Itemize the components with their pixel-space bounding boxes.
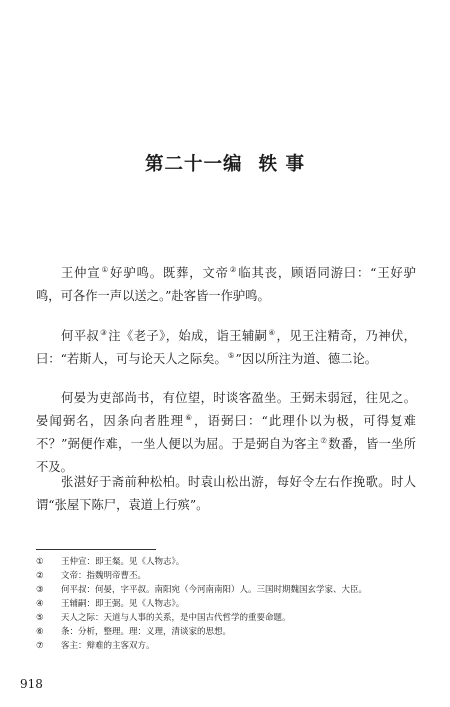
text: 数番，皆一坐所不及。	[36, 437, 416, 474]
footnote	[36, 583, 426, 597]
footnote-number: ④	[36, 599, 44, 609]
footnote-divider	[36, 549, 156, 550]
footnote	[36, 555, 426, 569]
footnote-text: 王仲宣：即王粲。见《人物志》。	[61, 557, 185, 567]
footnote-marker: ④	[268, 328, 276, 337]
footnote-marker: ⑦	[320, 436, 328, 445]
footnote-text: 客主：辩难的主客双方。	[61, 641, 155, 651]
footnote	[36, 611, 426, 625]
footnote-marker: ①	[101, 265, 110, 274]
footnote-marker: ⑥	[185, 413, 194, 422]
chapter-name: 轶 事	[258, 154, 305, 175]
footnote	[36, 625, 426, 639]
footnote-text: 天人之际：天道与人事的关系，是中国古代哲学的重要命题。	[61, 613, 291, 623]
text: 好驴鸣。既葬，文帝	[110, 266, 229, 280]
footnote-list	[36, 555, 426, 653]
text: 注《老子》，始成，诣王辅嗣	[108, 329, 268, 343]
footnote-number: ③	[36, 585, 44, 595]
footnote-marker: ②	[229, 265, 238, 274]
footnote	[36, 597, 426, 611]
text: 临其丧，顾语同游曰：“王好驴鸣，可各作一声以送之。”赴客皆一作驴鸣。	[36, 266, 416, 303]
text: ，语弼曰：“此理仆以为极，可得复难不？”弼便作难，一坐人便以为屈。于是弼自为客主	[36, 414, 416, 451]
paragraph-3	[36, 387, 416, 479]
paragraph-4	[36, 471, 416, 517]
page-number: 918	[20, 677, 43, 691]
footnote-marker: ⑤	[227, 351, 235, 360]
footnote-text: 王辅嗣：即王弼。见《人物志》。	[61, 599, 185, 609]
text: 王仲宣	[61, 266, 101, 280]
footnote-number: ⑤	[36, 613, 44, 623]
footnote	[36, 569, 426, 583]
text: 张湛好于斋前种松柏。时袁山松出游，每好令左右作挽歌。时人谓“张屋下陈尸，袁道上行殡”。	[36, 475, 416, 512]
footnote-number: ②	[36, 571, 44, 581]
footnote-number: ⑥	[36, 627, 44, 637]
footnote-text: 文帝：指魏明帝曹丕。	[61, 571, 147, 581]
footnote-marker: ③	[100, 328, 108, 337]
text: ”因以所注为道、德二论。	[235, 352, 378, 366]
chapter-number: 第二十一编	[145, 154, 243, 175]
footnote-number: ⑦	[36, 641, 44, 651]
paragraph-2	[36, 325, 416, 371]
text: 何晏为吏部尚书，有位望，时谈客盈坐。王弼未弱冠，往见之。晏闻弼名，因条向者胜理	[36, 391, 416, 428]
chapter-title	[0, 150, 450, 176]
text: ，见王注精奇，乃神伏，曰：“若斯人，可与论天人之际矣。	[36, 329, 416, 366]
footnote-number: ①	[36, 557, 44, 567]
footnote	[36, 639, 426, 653]
footnote-text: 何平叔：何晏，字平叔。南阳宛（今河南南阳）人。三国时期魏国玄学家、大臣。	[61, 585, 368, 595]
paragraph-1	[36, 262, 416, 308]
text: 何平叔	[61, 329, 100, 343]
footnote-text: 条：分析，整理。理：义理，清谈家的思想。	[61, 627, 232, 637]
